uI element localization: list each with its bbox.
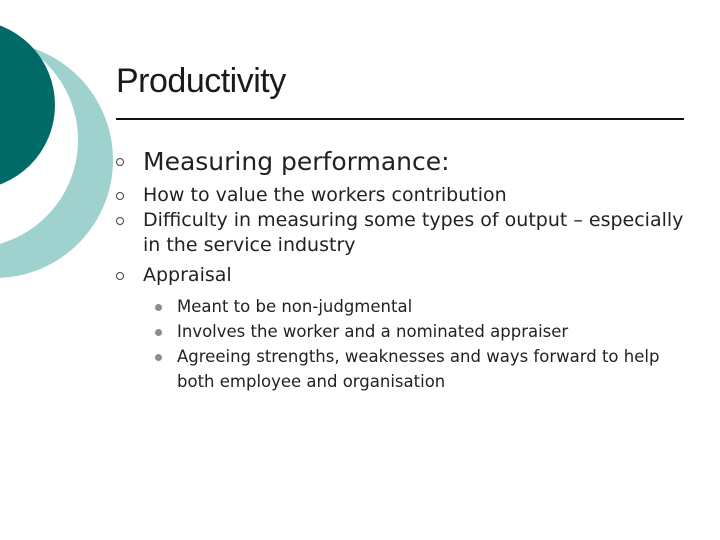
bullet-text: Appraisal: [143, 264, 232, 286]
bullet-text: Difficulty in measuring some types of output – especially in the service industry: [143, 209, 684, 256]
sub-bullet-text: Involves the worker and a nominated appraiser: [177, 322, 569, 341]
sub-bullet-item: [146, 319, 686, 344]
bullet-marker-icon: [116, 192, 124, 200]
slide-title: Productivity: [116, 62, 286, 100]
title-underline: [116, 118, 684, 120]
bullet-marker-icon: [116, 217, 124, 225]
bullet-item: [116, 145, 686, 179]
bullet-text: How to value the workers contribution: [143, 184, 507, 206]
bullet-list: [116, 145, 686, 394]
sub-bullet-item: [146, 344, 686, 394]
sub-bullet-text: Agreeing strengths, weaknesses and ways forward to help both employee and organisation: [177, 347, 660, 391]
sub-bullet-dot-icon: [155, 304, 162, 311]
bullet-marker-icon: [116, 272, 124, 280]
bullet-text: Measuring performance:: [143, 147, 450, 176]
sub-bullet-text: Meant to be non-judgmental: [177, 297, 413, 316]
sub-bullet-item: [146, 294, 686, 319]
sub-bullet-dot-icon: [155, 354, 162, 361]
bullet-item: [116, 208, 686, 258]
sub-bullet-list: [146, 294, 686, 394]
bullet-item: [116, 263, 686, 288]
bullet-item: [116, 183, 686, 208]
sub-bullet-dot-icon: [155, 329, 162, 336]
decorative-circles: [0, 0, 120, 300]
bullet-marker-icon: [116, 158, 124, 166]
